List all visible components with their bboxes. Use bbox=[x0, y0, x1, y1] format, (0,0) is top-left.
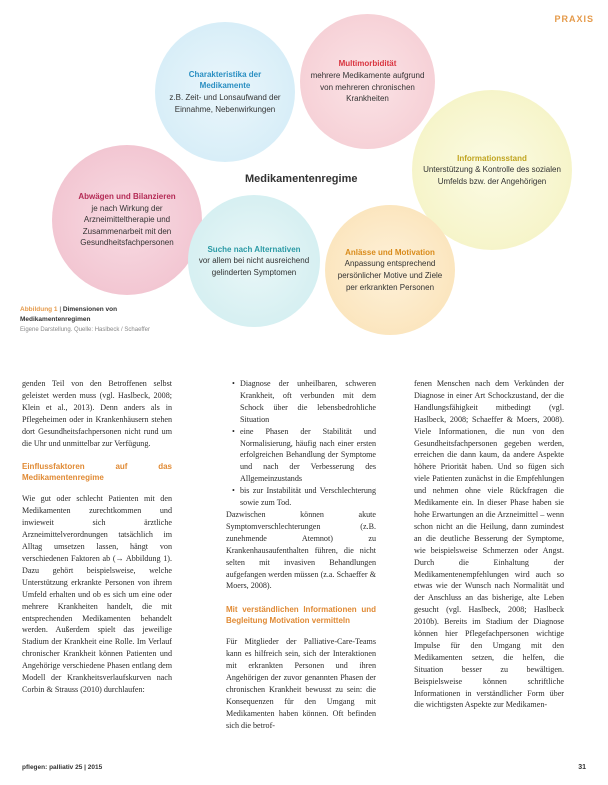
bubble-occasions-motivation bbox=[325, 205, 455, 335]
paragraph: Dazwischen können akute Symptomverschlechterungen (z.B. zunehmende Atemnot) zu Krankenhausaufenthalten führen, die nicht selten mit invasiven Behandlungen aufgefangen werden müssen (z.a. Schaeffer & Moers, 2008). bbox=[226, 509, 376, 591]
bubble-heading: Anlässe und Motivation bbox=[345, 247, 435, 257]
bubble-heading: Suche nach Alternativen bbox=[207, 244, 301, 254]
journal-footer: pflegen: palliativ 25 | 2015 bbox=[22, 764, 103, 771]
text-column-1 bbox=[22, 378, 172, 696]
list-item: • eine Phasen der Stabilität und Normalisierung, häufig nach einer ersten erfolgreichen Behandlung der Symptome und nach der Verbesserung des Allgemeinzustands bbox=[234, 426, 376, 486]
bubble-medication-characteristics bbox=[155, 22, 295, 162]
bubble-heading: Charakteristika der Medikamente bbox=[188, 69, 262, 91]
caption-label: Abbildung 1 bbox=[20, 306, 58, 313]
bubble-heading: Multimorbidität bbox=[338, 59, 397, 69]
paragraph: Wie gut oder schlecht Patienten mit den Medikamenten zurechtkommen und inwieweit sich ärztliche Arzneimittelverordnungen tatsächlich im Alltag umsetzen lassen, hängt von verschiedenen Faktoren ab (→ Abbildung 1). Dazu gehört beispielsweise, welche Unterstützung erkrankte Personen von ihrem Umfeld erhalten und ob es sich um eine oder mehrere Krankheiten handelt, die mit entsprechenden Medikamenten behandelt werden. Außerdem spielt das jeweilige Stadium der Krankheit eine Rolle. Im Verlauf chronischer Krankheit können Patienten und Angehörige verschiedene Phasen entlang dem Modell der Krankheitsverlaufskurven nach Corbin & Strauss (2010) durchlaufen: bbox=[22, 494, 172, 694]
list-item: • bis zur Instabilität und Verschlechterung sowie zum Tod. bbox=[234, 485, 376, 509]
paragraph: fenen Menschen nach dem Verkünden der Diagnose in einer Art Schockzustand, der die Handlungsfähigkeit mitbedingt (vgl. Haslbeck, 2008; Schaeffer & Moers, 2008). Viele Informationen, die nun von den Gesundheitsfachpersonen gegeben werden, erreichen die dann kaum, da andere Aspekte höhere Priorität haben. Und so fügen sich viele Patienten zunächst in die Empfehlungen und nehmen ohne viele Rückfragen die Medikamente ein. In dieser Phase haben sie hohe Erwartungen an die Arzneimittel – wenn schon nicht an die Heilung, dann zumindest an die deutliche Besserung der Symptome, wie beispielsweise Schmerzen oder Angst. Durch die Einhaltung der Medikamentenempfehlungen wird auch so etwas wie der Wunsch nach Normalität und der Anschluss an das bisherige, alte Leben gesucht (vgl. Haslbeck, 2008; Haslbeck 2010b). Bereits im Stadium der Diagnose können hier Pflegefachpersonen wichtige Impulse für den Umgang mit den Medikamenten setzen, die helfen, die Situation besser zu bewältigen. Beispielsweise können schriftliche Informationen in verständlicher Form über die wichtigsten Aspekte zur Medikamen- bbox=[414, 379, 564, 710]
bubble-search-alternatives bbox=[188, 195, 320, 327]
figure-medication-regime bbox=[0, 0, 608, 340]
paragraph: genden Teil von den Betroffenen selbst geleistet werden muss (vgl. Haslbeck, 2008; Klein et al., 2013). Denn anders als in Pflegeheimen oder in Krankenhäusern stehen dort Gesundheitsfachpersonen nicht rund um die Uhr und unmittelbar zur Verfügung. bbox=[22, 379, 172, 448]
bubble-weighing-balancing bbox=[52, 145, 202, 295]
figure-center-title: Medikamentenregime bbox=[245, 173, 358, 185]
section-heading: Mit verständlichen Informationen und Begleitung Motivation vermitteln bbox=[226, 605, 376, 626]
text-column-3 bbox=[414, 378, 564, 711]
bubble-body: vor allem bei nicht ausreichend gelinderten Symptomen bbox=[198, 256, 310, 277]
caption-title: Dimensionen von Medikamentenregimen bbox=[20, 306, 118, 323]
bubble-body: z.B. Zeit- und Lonsaufwand der Einnahme, Nebenwirkungen bbox=[169, 93, 281, 114]
bubble-body: Anpassung entsprechend persönlicher Motive und Ziele per erkrankten Personen bbox=[337, 259, 443, 292]
caption-source: Eigene Darstellung. Quelle: Haslbeck / Schaeffer bbox=[20, 326, 150, 333]
list-item: • Diagnose der unheilbaren, schweren Krankheit, oft verbunden mit dem Schock über die lebensbedrohliche Situation bbox=[234, 378, 376, 426]
bubble-heading: Informationsstand bbox=[457, 153, 527, 163]
bubble-heading: Abwägen und Bilanzieren bbox=[78, 192, 176, 202]
bubble-body: mehrere Medikamente aufgrund von mehreren chronischen Krankheiten bbox=[310, 70, 425, 104]
bubble-body: Unterstützung & Kontrolle des sozialen Umfelds bzw. der Angehörigen bbox=[423, 165, 561, 186]
page-number: 31 bbox=[578, 764, 586, 771]
section-tag: PRAXIS bbox=[554, 14, 594, 24]
figure-caption: Abbildung 1 | Dimensionen von Medikamentenregimen Eigene Darstellung. Quelle: Haslbeck / Schaeffer bbox=[20, 306, 150, 333]
bubble-multimorbidity bbox=[300, 14, 435, 149]
text-column-2 bbox=[226, 378, 376, 732]
section-heading: Einflussfaktoren auf das Medikamentenregime bbox=[22, 462, 172, 483]
phase-list bbox=[226, 378, 376, 509]
bubble-body: je nach Wirkung der Arzneimitteltherapie und Zusammenarbeit mit den Gesundheitsfachpersonen bbox=[80, 203, 174, 248]
paragraph: Für Mitglieder der Palliative-Care-Teams kann es hilfreich sein, sich der Interaktionen mit erkrankten Personen und ihren Angehörigen der zuvor genannten Phasen der chronischen Krankheit bewusst zu sein: die Konsequenzen für den Umgang mit Medikamenten haben können. Oft befinden sich die betrof- bbox=[226, 637, 376, 730]
